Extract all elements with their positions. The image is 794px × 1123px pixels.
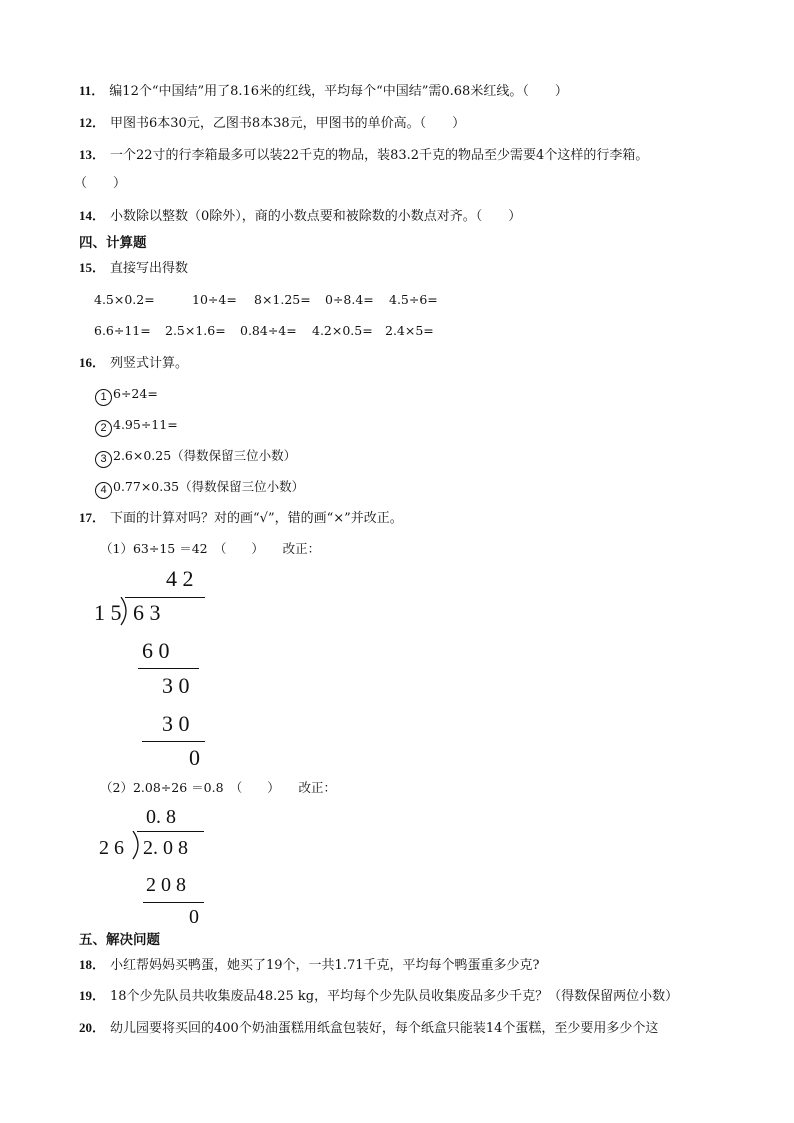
- q17-part-2: （2）2.08÷26 ＝0.8 （ ） 改正：: [100, 780, 337, 795]
- step-remainder: 3 0: [162, 673, 190, 698]
- oral-calc-item: 0.84÷4=: [240, 323, 297, 338]
- dividend: 6 3: [133, 600, 161, 625]
- question-number: 14．: [79, 208, 106, 223]
- question-text: 甲图书6本30元，乙图书8本38元，甲图书的单价高。（ ）: [110, 116, 466, 131]
- question-text: 小红帮妈妈买鸭蛋，她买了19个，一共1.71千克，平均每个鸭蛋重多少克?: [110, 958, 540, 973]
- oral-calc-item: 4.2×0.5=: [312, 323, 373, 338]
- quotient: 4 2: [166, 566, 194, 591]
- q16-item-2: [95, 416, 178, 437]
- q16-item-text: 2.6×0.25（得数保留三位小数）: [113, 448, 297, 463]
- step-product: 6 0: [142, 638, 170, 663]
- step-line: [143, 902, 204, 903]
- question-text: 小数除以整数（0除外），商的小数点要和被除数的小数点对齐。（ ）: [110, 209, 522, 224]
- q16-item-1: [95, 385, 158, 406]
- question-text: 直接写出得数: [110, 261, 189, 276]
- q16-item-3: [95, 447, 296, 468]
- circled-number: 1: [95, 389, 112, 406]
- circled-number: 4: [95, 482, 112, 499]
- divisor: 1 5: [94, 600, 122, 625]
- q16-item-4: [95, 478, 304, 499]
- dividend: 2. 0 8: [143, 837, 188, 859]
- question-number: 15．: [79, 260, 106, 275]
- question-18: [79, 956, 539, 975]
- section-heading-problem-solving: 五、解决问题: [79, 932, 160, 948]
- step-line: [142, 741, 205, 742]
- question-text: 一个22寸的行李箱最多可以装22千克的物品，装83.2千克的物品至少需要4个这样的行李箱。: [110, 148, 649, 163]
- circled-number: 3: [95, 451, 112, 468]
- question-number: 12．: [79, 115, 106, 130]
- q16-item-text: 4.95÷11=: [113, 417, 178, 432]
- oral-calc-item: 0÷8.4=: [325, 292, 374, 307]
- oral-calc-item: 10÷4=: [192, 292, 237, 307]
- step-product: 3 0: [162, 711, 190, 736]
- oral-calc-item: 4.5×0.2=: [94, 292, 155, 307]
- question-12: [79, 114, 465, 133]
- question-20: [79, 1019, 658, 1038]
- question-number: 11．: [79, 83, 105, 98]
- section-heading-calculation: 四、计算题: [79, 235, 147, 251]
- question-number: 19．: [79, 988, 106, 1003]
- question-text: 幼儿园要将买回的400个奶油蛋糕用纸盒包装好，每个纸盒只能装14个蛋糕，至少要用多少个这: [110, 1021, 659, 1036]
- oral-calc-row-2: [94, 322, 434, 340]
- question-number: 13．: [79, 147, 106, 162]
- quotient: 0. 8: [146, 806, 176, 828]
- question-15: [79, 259, 188, 278]
- step-product: 2 0 8: [146, 874, 186, 896]
- question-text: 列竖式计算。: [110, 356, 189, 371]
- q17-part-1: （1）63÷15 ＝42 （ ） 改正：: [100, 541, 321, 556]
- question-19: [79, 987, 678, 1006]
- question-17: [79, 509, 403, 528]
- oral-calc-row-1: [94, 291, 438, 309]
- divisor: 2 6: [99, 837, 124, 859]
- oral-calc-item: 6.6÷11=: [94, 323, 151, 338]
- question-number: 18．: [79, 957, 106, 972]
- question-13: [79, 146, 648, 165]
- oral-calc-item: 2.5×1.6=: [165, 323, 226, 338]
- question-14: [79, 207, 521, 226]
- division-bracket: [131, 831, 143, 861]
- division-bar: [125, 597, 205, 598]
- step-line: [138, 668, 199, 669]
- circled-number: 2: [95, 420, 112, 437]
- oral-calc-item: 8×1.25=: [254, 292, 311, 307]
- q16-item-text: 0.77×0.35（得数保留三位小数）: [113, 479, 305, 494]
- question-number: 16．: [79, 355, 106, 370]
- q16-item-text: 6÷24=: [113, 386, 158, 401]
- oral-calc-item: 2.4×5=: [385, 323, 434, 338]
- question-13-answer-bracket: [74, 175, 126, 193]
- question-16: [79, 354, 188, 373]
- oral-calc-item: 4.5÷6=: [389, 292, 438, 307]
- final-remainder: 0: [189, 745, 200, 770]
- question-11: [79, 82, 568, 101]
- question-number: 20．: [79, 1020, 106, 1035]
- division-bar: [137, 831, 204, 832]
- question-number: 17．: [79, 510, 106, 525]
- answer-bracket: （ ）: [74, 176, 127, 191]
- question-text: 编12个“中国结”用了8.16米的红线，平均每个“中国结”需0.68米红线。（ ）: [109, 84, 568, 99]
- question-text: 18个少先队员共收集废品48.25 kg，平均每个少先队员收集废品多少千克？（得数保留两位小数）: [110, 989, 679, 1004]
- question-text: 下面的计算对吗？对的画“√”，错的画“×”并改正。: [110, 511, 403, 526]
- final-remainder: 0: [189, 906, 199, 928]
